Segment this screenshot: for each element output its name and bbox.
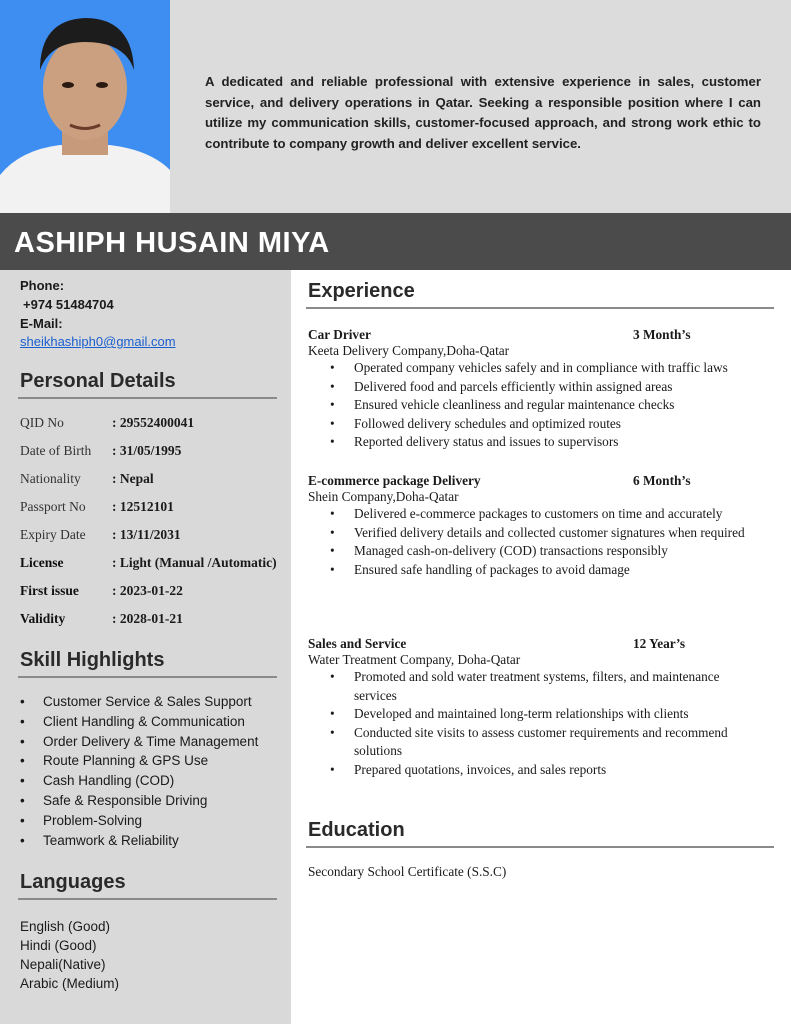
job-title: Car Driver [308, 327, 371, 342]
experience-heading: Experience [308, 280, 415, 302]
job-bullet: • Delivered e-commerce packages to customers on time and accurately [330, 505, 768, 524]
bullet-icon: • [330, 524, 335, 540]
detail-value: : 31/05/1995 [112, 443, 182, 458]
bullet-icon: • [330, 669, 335, 684]
bullet-icon: • [330, 397, 335, 412]
detail-label: QID No [20, 415, 64, 430]
skill-text: Teamwork & Reliability [43, 832, 179, 848]
job-company: Shein Company,Doha-Qatar [308, 489, 459, 504]
personal-detail-row [20, 555, 277, 571]
phone-value: +974 51484704 [23, 297, 114, 312]
job-bullet: • Ensured vehicle cleanliness and regular maintenance checks [330, 396, 768, 415]
professional-summary: A dedicated and reliable professional with extensive experience in sales, customer service, and delivery operations in Qatar. Seeking a responsible position where I can utilize my communication skills, customer-focused approach, and strong work ethic to contribute to company growth and deliver excellent service. [205, 74, 761, 151]
job-entry [308, 636, 768, 779]
bullet-icon: • [20, 694, 25, 709]
bullet-icon: • [20, 812, 25, 828]
job-bullet: • Operated company vehicles safely and in compliance with traffic laws [330, 359, 768, 378]
personal-detail-row [20, 611, 183, 627]
personal-detail-row [20, 443, 181, 459]
skill-text: Route Planning & GPS Use [43, 753, 209, 769]
bullet-icon: • [330, 434, 335, 449]
bullet-icon: • [20, 832, 25, 848]
divider [306, 846, 774, 848]
education-heading: Education [308, 819, 405, 841]
divider [18, 397, 277, 399]
divider [18, 676, 277, 678]
divider [18, 898, 277, 900]
bullet-icon: • [20, 713, 25, 729]
bullet-icon: • [330, 561, 335, 577]
skill-item [20, 753, 258, 773]
bullet-icon: • [20, 733, 25, 749]
job-bullet: • Conducted site visits to assess customer requirements and recommend solutions [330, 724, 768, 761]
personal-detail-row [20, 583, 183, 599]
email-link[interactable]: sheikhashiph0@gmail.com [20, 334, 176, 349]
detail-label: Passport No [20, 499, 86, 514]
skill-item [20, 833, 258, 853]
personal-detail-row [20, 471, 154, 487]
detail-value: : Light (Manual /Automatic) [112, 555, 277, 570]
bullet-icon: • [330, 360, 335, 375]
detail-value: : 2023-01-22 [112, 583, 183, 598]
job-bullet: • Ensured safe handling of packages to avoid damage [330, 561, 768, 580]
bullet-icon: • [330, 415, 335, 431]
skill-text: Customer Service & Sales Support [43, 694, 252, 709]
language-item: English (Good) [20, 919, 111, 934]
skills-heading: Skill Highlights [20, 649, 165, 671]
bullet-icon: • [20, 792, 25, 808]
skill-item [20, 773, 258, 793]
detail-label: Expiry Date [20, 527, 86, 542]
skill-item [20, 813, 258, 833]
personal-detail-row [20, 415, 194, 431]
candidate-name: ASHIPH HUSAIN MIYA [14, 227, 330, 259]
skill-text: Order Delivery & Time Management [43, 733, 259, 749]
skill-text: Cash Handling (COD) [43, 773, 175, 789]
detail-label: Validity [20, 611, 66, 626]
bullet-icon: • [20, 773, 25, 789]
job-entry [308, 473, 768, 579]
bullet-icon: • [330, 378, 335, 394]
bullet-icon: • [330, 543, 335, 558]
bullet-icon: • [330, 706, 335, 721]
skill-item [20, 734, 258, 754]
languages-heading: Languages [20, 871, 126, 893]
education-item: Secondary School Certificate (S.S.C) [308, 864, 507, 879]
name-bar [0, 213, 791, 270]
job-bullet: • Prepared quotations, invoices, and sales reports [330, 761, 768, 780]
job-bullet: • Managed cash-on-delivery (COD) transactions responsibly [330, 542, 768, 561]
bullet-icon: • [330, 724, 335, 740]
job-company: Keeta Delivery Company,Doha-Qatar [308, 343, 510, 358]
email-label: E-Mail: [20, 316, 63, 331]
divider [306, 307, 774, 309]
skill-text: Safe & Responsible Driving [43, 792, 208, 808]
skills-list [20, 694, 258, 852]
job-duration: 6 Month’s [633, 473, 691, 488]
phone-label: Phone: [20, 278, 65, 293]
skill-item [20, 694, 258, 714]
personal-detail-row [20, 499, 174, 515]
detail-label: License [20, 555, 64, 570]
detail-value: : Nepal [112, 471, 154, 486]
language-item: Arabic (Medium) [20, 976, 120, 991]
bullet-icon: • [20, 753, 25, 769]
language-item: Nepali(Native) [20, 957, 106, 972]
job-bullet: • Verified delivery details and collected customer signatures when required [330, 524, 768, 543]
detail-label: Nationality [20, 471, 81, 486]
skill-text: Client Handling & Communication [43, 713, 245, 729]
detail-value: : 12512101 [112, 499, 174, 514]
job-bullet: • Promoted and sold water treatment systems, filters, and maintenance services [330, 668, 768, 705]
detail-value: : 29552400041 [112, 415, 195, 430]
language-item: Hindi (Good) [20, 938, 97, 953]
personal-details-heading: Personal Details [20, 370, 176, 392]
job-title: E-commerce package Delivery [308, 473, 481, 488]
skill-item [20, 793, 258, 813]
detail-value: : 2028-01-21 [112, 611, 183, 626]
personal-detail-row [20, 527, 181, 543]
detail-value: : 13/11/2031 [112, 527, 181, 542]
job-duration: 3 Month’s [633, 327, 691, 342]
job-bullet: • Followed delivery schedules and optimized routes [330, 415, 768, 434]
bullet-icon: • [330, 761, 335, 777]
job-entry [308, 327, 768, 452]
job-bullet: • Reported delivery status and issues to supervisors [330, 433, 768, 452]
profile-photo [0, 0, 170, 213]
job-title: Sales and Service [308, 636, 407, 651]
job-company: Water Treatment Company, Doha-Qatar [308, 652, 521, 667]
detail-label: Date of Birth [20, 443, 92, 458]
detail-label: First issue [20, 583, 79, 598]
languages-list [20, 917, 119, 993]
job-bullet: • Developed and maintained long-term relationships with clients [330, 705, 768, 724]
bullet-icon: • [330, 506, 335, 521]
job-bullet: • Delivered food and parcels efficiently within assigned areas [330, 378, 768, 397]
skill-text: Problem-Solving [43, 812, 143, 828]
job-duration: 12 Year’s [633, 636, 686, 651]
skill-item [20, 714, 258, 734]
